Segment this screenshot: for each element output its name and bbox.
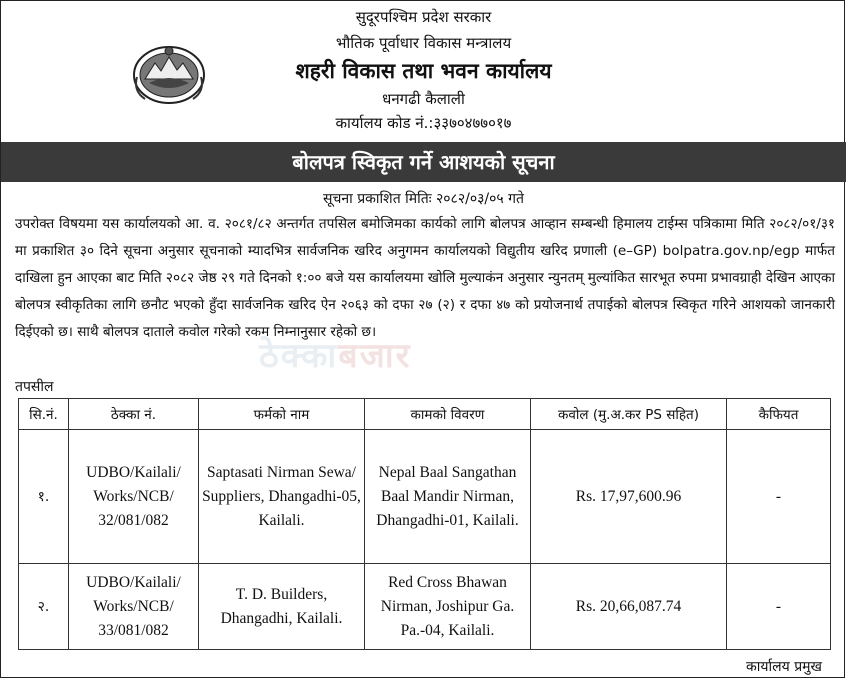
watermark-part1: ठेक्का [259,336,339,376]
cell-sn: २. [19,564,69,650]
header-firm-name: फर्मको नाम [199,399,365,430]
header-bid-amount: कवोल (मु.अ.कर PS सहित) [531,399,727,430]
table-row [19,564,831,650]
notice-body: उपरोक्त विषयमा यस कार्यालयको आ. व. २०८१/८२ अन्तर्गत तपसिल बमोजिमका कार्यको लागि बोलपत्र आव्हान सम्बन्धी हिमालय टाईम्स पत्रिकामा मिति २०८२/०१/३१ मा प्रकाशित ३० दिने सूचना अनुसार सूचनाको म्यादभित्र सार्वजनिक खरिद अनुगमन कार्यालयको विद्युतीय खरिद प्रणाली (e–GP) bolpatra.gov.np/egp मार्फत दाखिला हुन आएका बाट मिति २०८२ जेष्ठ २९ गते दिनको १:०० बजे यस कार्यालयमा खोलि मुल्याकंन अनुसार न्युनतम् मुल्यांकित सारभूत रुपमा प्रभावग्राही देखिन आएका बोलपत्र स्वीकृतिका लागि छनौट भएको हुँदा सार्वजनिक खरिद ऐन २०६३ को दफा २७ (२) र दफा ४७ को प्रयोजनार्थ तपाईको बोलपत्र स्विकृत गरिने आशयको जानकारी दिईएको छ। साथै बोलपत्र दाताले कवोल गरेको रकम निम्नानुसार रहेको छ। [15,216,835,340]
cell-sn: १. [19,430,69,564]
header-remarks: कैफियत [727,399,831,430]
watermark-part2: बजार [338,336,412,376]
office-location: धनगढी कैलाली [382,90,465,108]
header-sn: सि.नं. [19,399,69,430]
publish-date: सूचना प्रकाशित मितिः २०८२/०३/०५ गते [323,191,524,207]
notice-header [1,1,846,141]
cell-firm-name: T. D. Builders, Dhangadhi, Kailali. [199,564,365,650]
details-label: तपसील [15,379,54,395]
cell-remarks: - [727,564,831,650]
office-code: कार्यालय कोड नं.:३३७०४७७०१७ [335,114,512,132]
notice-title-banner: बोलपत्र स्विकृत गर्ने आशयको सूचना [1,142,846,182]
cell-firm-name: Saptasati Nirman Sewa/ Suppliers, Dhangadhi-05, Kailali. [199,430,365,564]
cell-contract-no: UDBO/Kailali/ Works/NCB/ 32/081/082 [69,430,199,564]
cell-bid-amount: Rs. 20,66,087.74 [531,564,727,650]
office-chief-signature: कार्यालय प्रमुख [746,659,822,675]
header-contract-no: ठेक्का नं. [69,399,199,430]
cell-work-description: Red Cross Bhawan Nirman, Joshipur Ga. Pa.-04, Kailali. [365,564,531,650]
watermark [259,331,412,377]
table-row [19,430,831,564]
province-government: सुदूरपश्चिम प्रदेश सरकार [355,8,492,26]
office-name: शहरी विकास तथा भवन कार्यालय [295,59,552,83]
table-header-row [19,399,831,430]
cell-work-description: Nepal Baal Sangathan Baal Mandir Nirman, Dhangadhi-01, Kailali. [365,430,531,564]
cell-bid-amount: Rs. 17,97,600.96 [531,430,727,564]
cell-contract-no: UDBO/Kailali/ Works/NCB/ 33/081/082 [69,564,199,650]
contracts-table [18,398,831,650]
cell-remarks: - [727,430,831,564]
header-work-description: कामको विवरण [365,399,531,430]
ministry-name: भौतिक पूर्वाधार विकास मन्त्रालय [335,34,512,52]
